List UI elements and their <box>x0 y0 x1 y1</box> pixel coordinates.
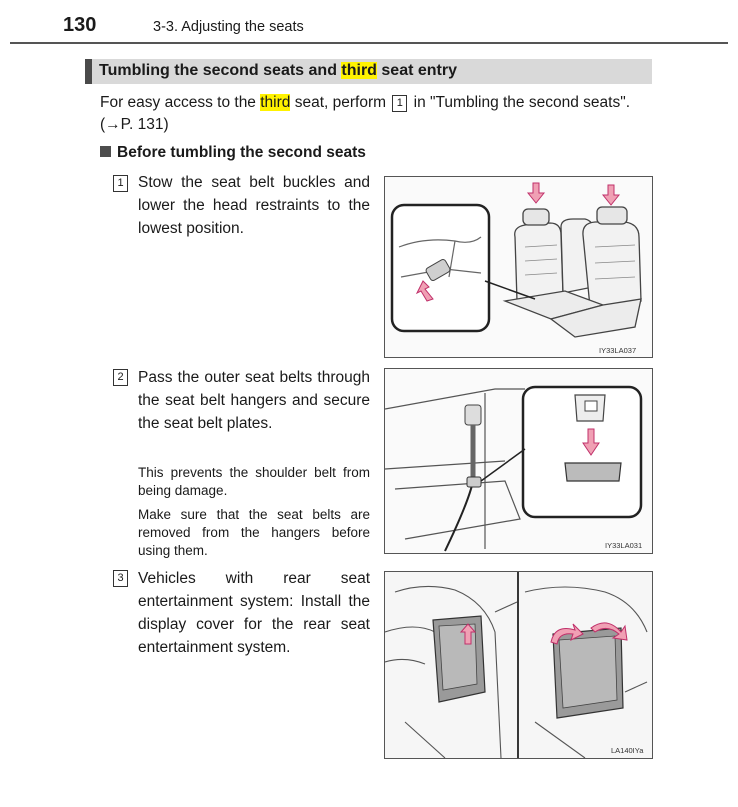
intro-step-ref: 1 <box>392 95 407 112</box>
section-title-end: seat entry <box>376 62 457 79</box>
figure-3-code: LA140IYa <box>611 746 644 755</box>
figure-2-code: IY33LA031 <box>605 541 643 550</box>
figure-1 <box>384 176 653 358</box>
intro-text-3[interactable]: in "Tumbling the second seats". (→P. 131) <box>100 94 630 133</box>
intro-text-1: For easy access to the <box>100 94 261 111</box>
step-2-text: Pass the outer seat belts through the seat belt hangers and secure the seat belt plates. <box>138 369 370 432</box>
figure-3 <box>384 571 653 759</box>
figure-3-illustration <box>385 572 652 758</box>
figure-2 <box>384 368 653 554</box>
subheading-text: Before tumbling the second seats <box>117 144 366 161</box>
header-divider <box>10 42 728 44</box>
square-bullet-icon <box>100 146 111 157</box>
section-title <box>99 62 457 80</box>
step-3-text: Vehicles with rear seat entertainment system: Install the display cover for the rear seat entertainment system. <box>138 570 370 656</box>
page-number: 130 <box>63 14 97 36</box>
section-title-bar <box>85 59 652 84</box>
subheading <box>100 144 366 162</box>
step-2-number: 2 <box>113 369 128 386</box>
section-title-highlight: third <box>341 62 377 79</box>
section-bar-accent <box>85 59 92 84</box>
intro-highlight: third <box>260 94 291 111</box>
step-1-number: 1 <box>113 175 128 192</box>
intro-text-2: seat, perform <box>290 94 391 111</box>
section-title-start: Tumbling the second seats and <box>99 62 342 79</box>
step-1-text: Stow the seat belt buckles and lower the head restraints to the lowest position. <box>138 174 370 237</box>
step-2-note-1: This prevents the shoulder belt from being damage. <box>138 465 370 498</box>
figure-1-code: IY33LA037 <box>599 346 637 355</box>
step-2-note-2: Make sure that the seat belts are removed from the hangers before using them. <box>138 507 370 558</box>
chapter-heading: 3-3. Adjusting the seats <box>153 19 304 35</box>
step-3-number: 3 <box>113 570 128 587</box>
figure-1-illustration <box>385 177 652 357</box>
figure-2-illustration <box>385 369 652 553</box>
intro-paragraph <box>100 92 660 136</box>
